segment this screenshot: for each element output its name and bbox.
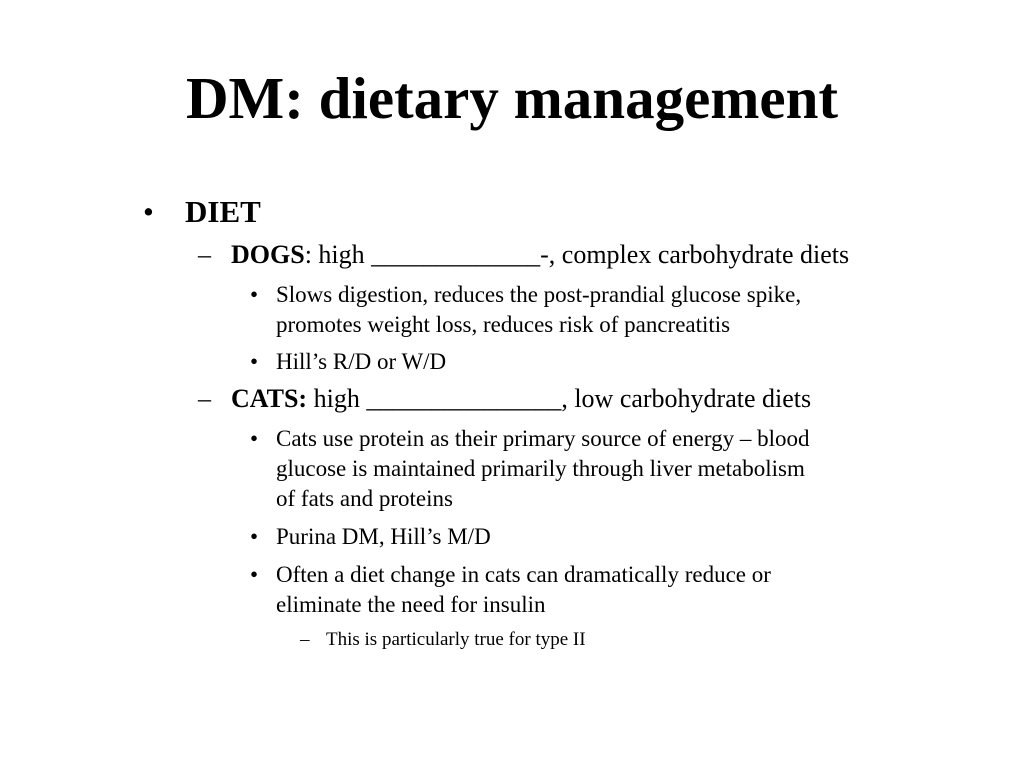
- dogs-description: : high _____________-, complex carbohydrate diets: [304, 240, 850, 269]
- dogs-text: [231, 239, 849, 271]
- dogs-label: DOGS: [231, 240, 305, 269]
- diet-heading: DIET: [185, 194, 261, 229]
- point-line: Slows digestion, reduces the post-prandial glucose spike,: [276, 282, 802, 307]
- cats-label: CATS:: [231, 384, 308, 413]
- bullet-icon: •: [250, 349, 259, 374]
- bullet-icon: •: [143, 194, 154, 229]
- slide-title: DM: dietary management: [185, 65, 839, 131]
- point-line: Purina DM, Hill’s M/D: [276, 524, 491, 549]
- point-line: of fats and proteins: [276, 486, 453, 511]
- dash-icon: –: [198, 240, 211, 269]
- bullet-icon: •: [250, 282, 259, 307]
- bullet-icon: •: [250, 524, 259, 549]
- subpoint-text: This is particularly true for type II: [326, 629, 586, 650]
- dash-icon: –: [198, 384, 211, 413]
- point-line: Often a diet change in cats can dramatically reduce or: [276, 562, 771, 587]
- cats-description: high _______________, low carbohydrate diets: [307, 384, 812, 413]
- bullet-icon: •: [250, 426, 259, 451]
- point-line: Cats use protein as their primary source of energy – blood: [276, 426, 810, 451]
- point-line: eliminate the need for insulin: [276, 592, 546, 617]
- dash-icon: –: [300, 629, 310, 650]
- bullet-icon: •: [250, 562, 259, 587]
- point-line: promotes weight loss, reduces risk of pancreatitis: [276, 312, 731, 337]
- cats-text: [231, 383, 811, 415]
- point-line: glucose is maintained primarily through liver metabolism: [276, 456, 805, 481]
- point-line: Hill’s R/D or W/D: [276, 349, 447, 374]
